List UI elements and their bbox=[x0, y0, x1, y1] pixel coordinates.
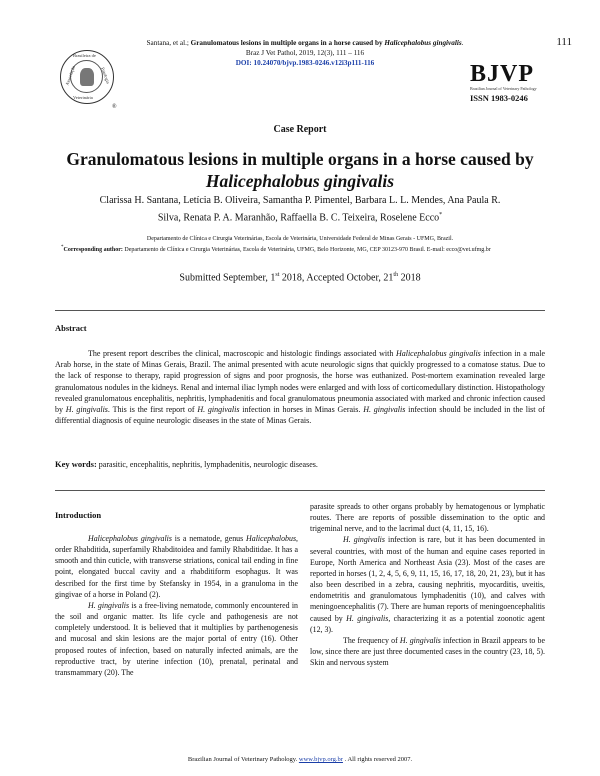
registered-mark: ® bbox=[112, 104, 117, 110]
paragraph: The frequency of H. gingivalis infection in Brazil appears to be low, since there are just three documented cases in the country (23, 18, 5). Skin and nervous system bbox=[310, 635, 545, 668]
issn: ISSN 1983-0246 bbox=[470, 93, 528, 103]
journal-full-name: Brazilian Journal of Veterinary Pathology bbox=[470, 86, 537, 91]
seal-emblem-icon bbox=[80, 68, 94, 86]
intro-column-right bbox=[310, 501, 545, 668]
running-header bbox=[135, 38, 475, 68]
article-title: Granulomatous lesions in multiple organs in a horse caused by Halicephalobus gingivalis bbox=[66, 149, 534, 191]
divider-top bbox=[55, 310, 545, 311]
keywords: Key words: parasitic, encephalitis, nephritis, lymphadenitis, neurologic diseases. bbox=[55, 459, 318, 469]
paragraph: Halicephalobus gingivalis is a nematode, genus Halicephalobus, order Rhabditida, superfamily Rhabditoidea and family Rhabditidae. It has a smooth and thin cuticle, with transverse striations, conical tail ending in fine point, elongated buccal cavity and a rhabditiform esophagus. It was described for the first time by Stefansky in 1954, in a granuloma in the gingivae of a horse in Poland (2). bbox=[55, 534, 298, 599]
seal-text-top: Brasileira de bbox=[73, 53, 96, 58]
author-list: Clarissa H. Santana, Letícia B. Oliveira, Samantha P. Pimentel, Barbara L. L. Mendes, Ana Paula R. Silva, Renata P. A. Maranhão, Raffaella B. C. Teixeira, Roselene Ecco* bbox=[99, 195, 501, 224]
abstract-body: The present report describes the clinical, macroscopic and histologic findings associated with Halicephalobus gingivalis infection in a male Arab horse, in the state of Minas Gerais, Brazil. The animal presented with acute neurologic signs that quickly progressed to a comatose status. Due to the lack of response to therapy, rapid progression of signs and poor prognosis, the horse was euthanized. Post-mortem examination revealed large granulomatous nodules in the kidneys. Renal and internal iliac lymph nodes were enlarged and with loss of corticomedullary distinction. Histopathology revealed granulomatous encephalitis, nephritis, lymphadenitis and focal granulomatous pneumonia associated with marked and chronic infection caused by H. gingivalis. This is the first report of H. gingivalis infection in horses in Minas Gerais. H. gingivalis infection should be included in the list of differential diagnosis of equine neurologic diseases in the state of Minas Gerais. bbox=[55, 349, 546, 426]
paragraph: H. gingivalis infection is rare, but it has been documented in several countries, with most of the human and equine cases reported in Europe, North America and Northeast Asia (23). Most of the cases are reported in horses (1, 2, 4, 5, 6, 9, 11, 15, 16, 17, 18, 20, 21, 23), but it has also been described in a zebra, causing nephritis, myocarditis, uveitis, endometritis and granulomatous lymphadenitis (10), and calves with meningoencephalitis (7). There are human reports of meningoencephalitis caused by H. gingivalis, characterizing it as a potential zoonotic agent (12, 3). bbox=[310, 535, 545, 634]
page-number: 111 bbox=[556, 36, 572, 48]
article-type: Case Report bbox=[273, 124, 327, 135]
association-seal-logo bbox=[60, 50, 114, 104]
citation-line-2: Braz J Vet Pathol, 2019, 12(3), 111 – 116 bbox=[245, 49, 365, 57]
divider-bottom bbox=[55, 490, 545, 491]
affiliation: Departamento de Clínica e Cirurgia Veterinárias, Escola de Veterinária, Universidade Federal de Minas Gerais - UFMG, Brazil. *Corresponding author: Departamento de Clínica e Cirurgia Veterinárias, Escola de Veterinária, UFMG, Belo Horizonte, MG, CEP 30123-970 Brasil. E-mail: ecco@vet.ufmg.br bbox=[61, 236, 491, 253]
journal-abbrev: BJVP bbox=[470, 61, 534, 87]
seal-text-left: Associação bbox=[64, 65, 77, 86]
introduction-heading: Introduction bbox=[55, 510, 102, 520]
doi-link[interactable]: DOI: 10.24070/bjvp.1983-0246.v12i3p111-116 bbox=[235, 59, 375, 67]
paragraph: parasite spreads to other organs probably by hematogenous or lymphatic routes. There are reports of possible dissemination to the optic and trigeminal nerve, and to the lacrimal duct (4, 11, 15, 16). bbox=[310, 502, 545, 534]
journal-logo bbox=[470, 62, 556, 103]
journal-website-link[interactable]: www.bjvp.org.br bbox=[298, 756, 343, 763]
page-footer: Brazilian Journal of Veterinary Pathology. www.bjvp.org.br . All rights reserved 2007. bbox=[187, 756, 413, 763]
abstract-heading: Abstract bbox=[55, 323, 87, 333]
seal-text-bottom: Veterinária bbox=[73, 95, 93, 100]
intro-column-left bbox=[55, 533, 298, 678]
seal-text-right: Patologia bbox=[100, 66, 111, 85]
submission-dates: Submitted September, 1st 2018, Accepted October, 21th 2018 bbox=[179, 272, 421, 284]
paragraph: H. gingivalis is a free-living nematode, commonly encountered in the soil and organic matter. Its life cycle and pathogenesis are not completely understood. It is believed that it multiplies by parthenogenesis and mucosal and skin lesions are the major portal of entry (16). Other proposed routes of infection, based on naturally infected animals, are the reproductive tract, by uterine infection (10), prenatal, perinatal and transmammary (20). The bbox=[55, 600, 298, 677]
citation-line-1: Santana, et al.; Granulomatous lesions in multiple organs in a horse caused by Halicephalobus gingivalis. bbox=[146, 39, 464, 47]
